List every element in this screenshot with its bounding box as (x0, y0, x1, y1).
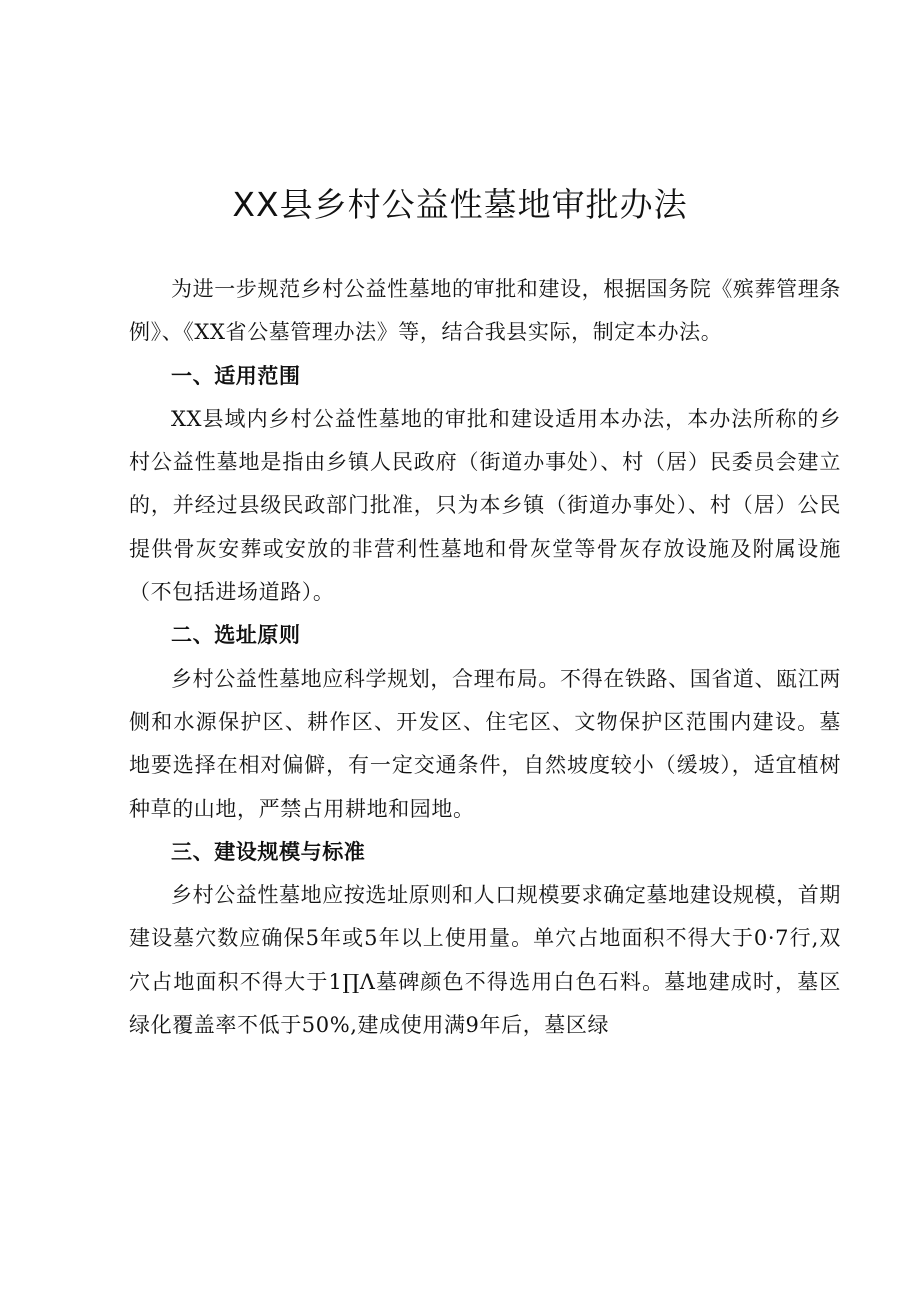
section-text-site-selection: 乡村公益性墓地应科学规划，合理布局。不得在铁路、国省道、瓯江两侧和水源保护区、耕作区、开发区、住宅区、文物保护区范围内建设。墓地要选择在相对偏僻，有一定交通条件，自然坡度较小（缓坡），适宜植树种草的山地，严禁占用耕地和园地。 (129, 666, 841, 821)
document-title: XX县乡村公益性墓地审批办法 (232, 185, 688, 224)
section-heading-scale-standards: 三、建设规模与标准 (171, 839, 366, 864)
section-text-scope: XX县域内乡村公益性墓地的审批和建设适用本办法，本办法所称的乡村公益性墓地是指由乡镇人民政府（街道办事处）、村（居）民委员会建立的，并经过县级民政部门批准，只为本乡镇（街道办事处）、村（居）公民提供骨灰安葬或安放的非营利性墓地和骨灰堂等骨灰存放设施及附属设施（不包括进场道路）。 (129, 406, 841, 605)
intro-paragraph: 为进一步规范乡村公益性墓地的审批和建设，根据国务院《殡葬管理条例》、《XX省公墓管理办法》等，结合我县实际，制定本办法。 (129, 277, 841, 345)
section-heading-site-selection: 二、选址原则 (171, 623, 301, 648)
document-body (129, 268, 841, 1047)
section-text-scale-standards: 乡村公益性墓地应按选址原则和人口规模要求确定墓地建设规模，首期建设墓穴数应确保5年或5年以上使用量。单穴占地面积不得大于0·7行,双穴占地面积不得大于1∏Λ墓碑颜色不得选用白色石料。墓地建成时，墓区绿化覆盖率不低于50%,建成使用满9年后，墓区绿 (129, 883, 841, 1038)
section-heading-scope: 一、适用范围 (171, 363, 301, 388)
